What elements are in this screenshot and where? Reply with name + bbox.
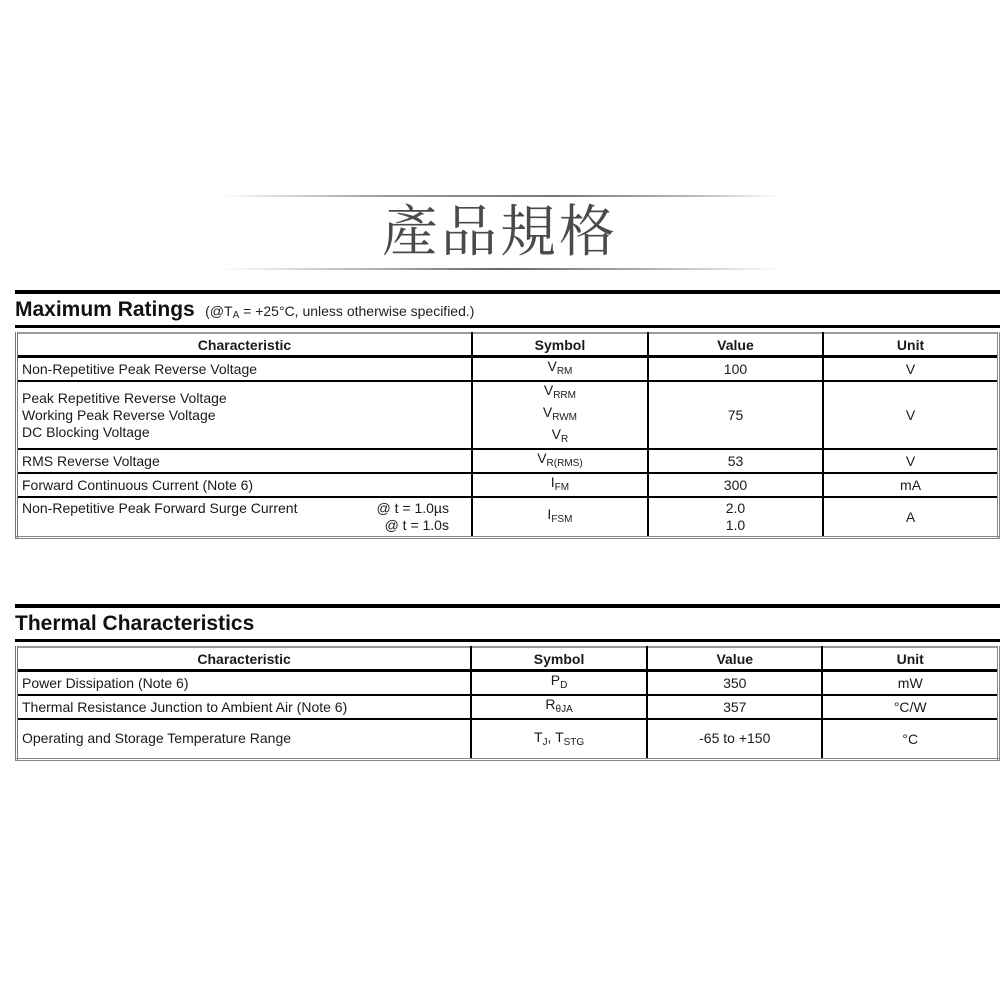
max-ratings-table bbox=[15, 332, 1000, 539]
max-ratings-section bbox=[15, 290, 1000, 328]
surge-wrapper bbox=[22, 500, 467, 534]
symbol-line bbox=[477, 506, 643, 528]
section-note bbox=[205, 303, 474, 319]
value-lines bbox=[653, 453, 818, 470]
cell-unit: °C/W bbox=[822, 695, 998, 719]
cell-symbol bbox=[471, 695, 647, 719]
symbol-line bbox=[477, 382, 643, 404]
characteristic-lines bbox=[22, 453, 467, 470]
value-lines bbox=[652, 730, 817, 747]
symbol-sub: R bbox=[560, 434, 569, 445]
characteristic-text: RMS Reverse Voltage bbox=[22, 452, 160, 469]
section-title: Maximum Ratings bbox=[15, 298, 195, 321]
section-heading bbox=[15, 608, 1000, 638]
symbol-lines bbox=[477, 506, 643, 528]
symbol-line bbox=[477, 426, 643, 448]
cell-characteristic bbox=[17, 497, 472, 537]
cell-symbol bbox=[472, 497, 648, 537]
characteristic-text: DC Blocking Voltage bbox=[22, 423, 150, 440]
condition-lines bbox=[377, 500, 467, 534]
value-text: 1.0 bbox=[725, 516, 746, 533]
header-characteristic: Characteristic bbox=[17, 333, 472, 357]
cell-value bbox=[648, 381, 823, 449]
value-text: 75 bbox=[727, 406, 744, 423]
symbol-sub: J bbox=[542, 737, 548, 749]
cell-characteristic bbox=[17, 473, 472, 497]
table-row bbox=[17, 357, 999, 382]
symbol-line bbox=[477, 450, 643, 472]
cell-symbol bbox=[472, 357, 648, 382]
symbol-sub: θJA bbox=[555, 704, 573, 715]
table-row bbox=[17, 449, 999, 473]
cell-value bbox=[648, 497, 823, 537]
cell-characteristic bbox=[17, 695, 472, 719]
section-bottom-rule bbox=[15, 325, 1000, 328]
symbol-base: V bbox=[542, 404, 553, 420]
cell-unit: A bbox=[823, 497, 998, 537]
symbol-base: V bbox=[543, 382, 554, 398]
characteristic-lines bbox=[22, 390, 467, 441]
cell-value bbox=[647, 671, 822, 696]
symbol-base: V bbox=[537, 450, 547, 466]
value-lines bbox=[652, 699, 817, 716]
value-lines bbox=[652, 675, 817, 692]
header-unit: Unit bbox=[822, 647, 998, 671]
table-row bbox=[17, 497, 999, 537]
characteristic-text: Operating and Storage Temperature Range bbox=[22, 730, 292, 747]
table-row bbox=[17, 473, 999, 497]
characteristic-lines bbox=[22, 477, 467, 494]
characteristic-lines bbox=[22, 361, 467, 378]
table-row bbox=[17, 695, 999, 719]
cell-characteristic bbox=[17, 719, 472, 759]
symbol-line bbox=[476, 729, 642, 748]
section-bottom-rule bbox=[15, 639, 1000, 642]
characteristic-text: Non-Repetitive Peak Reverse Voltage bbox=[22, 360, 258, 377]
table-row bbox=[17, 719, 999, 759]
symbol-lines bbox=[477, 382, 643, 448]
symbol-sub: R(RMS) bbox=[546, 458, 583, 469]
symbol-base: , T bbox=[547, 729, 564, 746]
value-text: -65 to +150 bbox=[699, 730, 771, 747]
cell-unit: mW bbox=[822, 671, 998, 696]
note-suffix: = +25°C, unless otherwise specified.) bbox=[239, 303, 475, 319]
note-prefix: (@T bbox=[205, 303, 233, 319]
symbol-sub: RWM bbox=[552, 412, 577, 423]
symbol-lines bbox=[476, 672, 642, 694]
symbol-sub: STG bbox=[563, 737, 585, 749]
value-lines bbox=[653, 500, 818, 534]
thermal-table bbox=[15, 646, 1000, 761]
table-header-row bbox=[17, 647, 999, 671]
cell-unit: V bbox=[823, 357, 998, 382]
symbol-sub: FSM bbox=[551, 513, 573, 525]
note-sub: A bbox=[232, 310, 240, 321]
header-symbol: Symbol bbox=[471, 647, 647, 671]
value-text: 350 bbox=[723, 674, 747, 691]
cell-unit: V bbox=[823, 381, 998, 449]
value-lines bbox=[653, 361, 818, 378]
symbol-line bbox=[476, 696, 642, 718]
characteristic-text: Power Dissipation (Note 6) bbox=[22, 674, 189, 691]
condition-text: @ t = 1.0s bbox=[384, 516, 449, 533]
value-text: 2.0 bbox=[725, 499, 746, 516]
value-text: 53 bbox=[727, 452, 744, 469]
characteristic-lines bbox=[22, 675, 466, 692]
symbol-line bbox=[476, 672, 642, 694]
cell-value bbox=[648, 473, 823, 497]
characteristic-text: Non-Repetitive Peak Forward Surge Current bbox=[22, 499, 298, 516]
header-value: Value bbox=[648, 333, 823, 357]
cell-unit: V bbox=[823, 449, 998, 473]
cell-characteristic bbox=[17, 671, 472, 696]
table-header-row bbox=[17, 333, 999, 357]
symbol-lines bbox=[477, 450, 643, 472]
cell-characteristic bbox=[17, 381, 472, 449]
cell-characteristic bbox=[17, 449, 472, 473]
symbol-line bbox=[477, 358, 643, 380]
section-title: Thermal Characteristics bbox=[15, 612, 255, 635]
symbol-sub: RM bbox=[556, 366, 573, 377]
header-characteristic: Characteristic bbox=[17, 647, 472, 671]
cell-value bbox=[648, 357, 823, 382]
characteristic-text: Working Peak Reverse Voltage bbox=[22, 406, 216, 423]
cell-value bbox=[648, 449, 823, 473]
cell-characteristic bbox=[17, 357, 472, 382]
cell-unit: °C bbox=[822, 719, 998, 759]
characteristic-lines bbox=[22, 730, 466, 747]
condition-text: @ t = 1.0µs bbox=[376, 499, 449, 516]
banner-title: 產品規格 bbox=[382, 200, 618, 265]
cell-symbol bbox=[471, 719, 647, 759]
cell-value bbox=[647, 695, 822, 719]
cell-symbol bbox=[472, 473, 648, 497]
section-heading bbox=[15, 294, 1000, 324]
header-unit: Unit bbox=[823, 333, 998, 357]
header-value: Value bbox=[647, 647, 822, 671]
symbol-base: V bbox=[547, 358, 557, 374]
symbol-base: P bbox=[550, 672, 561, 688]
thermal-section bbox=[15, 604, 1000, 642]
banner bbox=[0, 190, 1000, 280]
banner-bottom-rule bbox=[220, 268, 780, 270]
symbol-sub: RRM bbox=[553, 390, 576, 401]
characteristic-lines bbox=[22, 500, 297, 517]
table-row bbox=[17, 381, 999, 449]
table-row bbox=[17, 671, 999, 696]
cell-unit: mA bbox=[823, 473, 998, 497]
symbol-lines bbox=[477, 474, 643, 496]
symbol-lines bbox=[476, 696, 642, 718]
value-lines bbox=[653, 477, 818, 494]
value-text: 357 bbox=[723, 698, 747, 715]
symbol-line bbox=[477, 474, 643, 496]
characteristic-text: Peak Repetitive Reverse Voltage bbox=[22, 389, 227, 406]
symbol-base: I bbox=[550, 474, 555, 490]
header-symbol: Symbol bbox=[472, 333, 648, 357]
symbol-base: I bbox=[547, 505, 552, 522]
symbol-sub: FM bbox=[554, 482, 570, 493]
characteristic-text: Forward Continuous Current (Note 6) bbox=[22, 476, 254, 493]
cell-symbol bbox=[472, 381, 648, 449]
cell-symbol bbox=[471, 671, 647, 696]
symbol-sub: D bbox=[560, 680, 568, 691]
banner-top-rule bbox=[220, 195, 780, 197]
symbol-base: V bbox=[551, 426, 561, 442]
symbol-lines bbox=[477, 358, 643, 380]
cell-symbol bbox=[472, 449, 648, 473]
symbol-line bbox=[477, 404, 643, 426]
characteristic-text: Thermal Resistance Junction to Ambient Air (Note 6) bbox=[22, 698, 348, 715]
value-lines bbox=[653, 407, 818, 424]
characteristic-lines bbox=[22, 699, 466, 716]
value-text: 300 bbox=[723, 476, 748, 493]
symbol-base: T bbox=[533, 729, 543, 746]
cell-value bbox=[647, 719, 822, 759]
value-text: 100 bbox=[723, 360, 748, 377]
symbol-base: R bbox=[545, 696, 556, 712]
